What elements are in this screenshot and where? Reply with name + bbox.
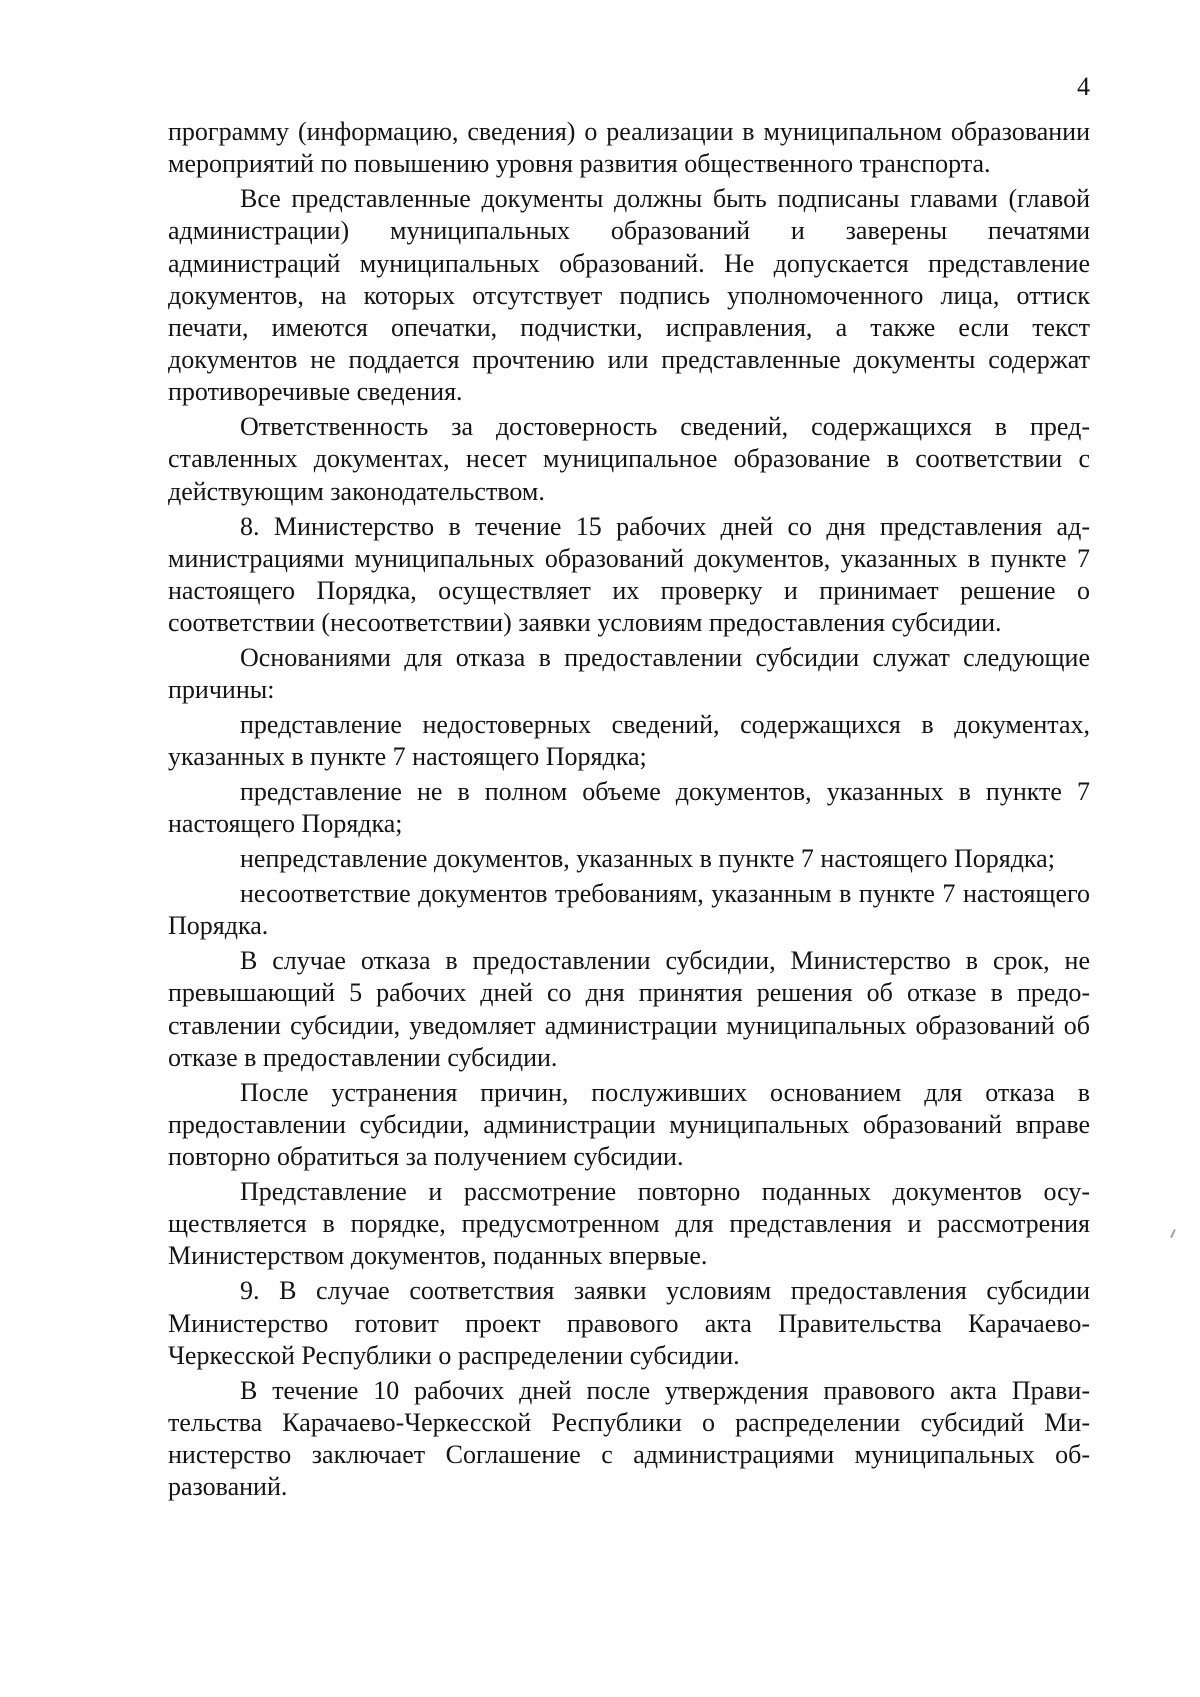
paragraph-reason-3: непредставление документов, указанных в пункте 7 настоящего Порядка; [240,844,1055,874]
page-number: 4 [1077,72,1090,101]
paragraph-reason-2: представление не в полном объеме документов, указанных в пункте 7 настоящего Порядка; [168,777,1090,839]
paragraph-responsibility: Ответственность за достоверность сведений, содержащихся в представленных документах, несет муниципальное образование в соответствии с действующим законодательством. [168,412,1090,506]
paragraph-refusal-notice: В случае отказа в предоставлении субсидии, Министерство в срок, не превышающий 5 рабочих дней со дня принятия решения об отказе в предоставлении субсидии, уведомляет администрации муниципальных образований об отказе в предоставлении субсидии. [168,946,1090,1072]
paragraph-reason-1: представление недостоверных сведений, содержащихся в документах, указанных в пункте 7 настоящего Порядка; [168,710,1090,772]
document-body [168,116,1090,1506]
paragraph-refusal-grounds: Основаниями для отказа в предоставлении субсидии служат следующие причины: [168,643,1090,705]
paragraph-item-8: 8. Министерство в течение 15 рабочих дней со дня представления администрациями муниципальных образований документов, указанных в пункте 7 настоящего Порядка, осуществляет их проверку и принимает решение о соответствии (несоответствии) заявки условиям предоставления субсидии. [168,511,1090,638]
paragraph-reapply: После устранения причин, послуживших основанием для отказа в предоставлении субсидии, администрации муниципальных образований вправе повторно обратиться за получением субсидии. [168,1077,1090,1172]
paragraph-item-9: 9. В случае соответствия заявки условиям предоставления субсидии Министерство готовит проект правового акта Правительства Карачаево-Черкесской Республики о распределении субсидии. [168,1276,1090,1370]
paragraph-resubmission: Представление и рассмотрение повторно поданных документов осуществляется в порядке, предусмотренном для представления и рассмотрения Министерством документов, поданных впервые. [168,1177,1090,1271]
paragraph-signature-requirements: Все представленные документы должны быть подписаны главами (главой администрации) муниципальных образований и заверены печатями администраций муниципальных образований. Не допускается представление документов, на которых отсутствует подпись уполномоченного лица, оттиск печати, имеются опечатки, подчистки, исправления, а также если текст документов не поддается прочтению или представленные документы содержат противоречивые сведения. [168,184,1090,407]
paragraph-continuation: программу (информацию, сведения) о реализации в муниципальном образовании мероприятий по повышению уровня развития общественного транспорта. [168,117,1090,179]
paragraph-agreement: В течение 10 рабочих дней после утверждения правового акта Правительства Карачаево-Черкесской Республики о распределении субсидий Министерство заключает Соглашение с администрациями муниципальных образований. [168,1375,1090,1502]
scan-speck [1170,1229,1176,1238]
paragraph-reason-4: несоответствие документов требованиям, указанным в пункте 7 настоящего Порядка. [168,879,1090,941]
